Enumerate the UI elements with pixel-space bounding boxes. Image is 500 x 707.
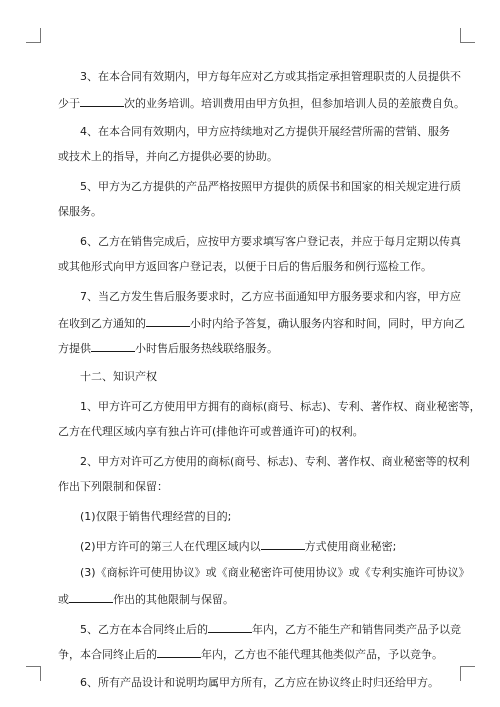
- clause-3-line-2: [58, 95, 465, 111]
- restriction-item-3-text-b: 或: [58, 593, 69, 606]
- clause-5-line-2: 保服务。: [58, 205, 102, 218]
- ip-clause-1-line-2: 乙方在代理区域内享有独占许可(排他许可或普通许可)的权利。: [58, 425, 364, 438]
- clause-5-line-1: 5、甲方为乙方提供的产品严格按照甲方提供的质保书和国家的相关规定进行质: [80, 180, 461, 193]
- crop-mark-top-left: [26, 28, 41, 43]
- clause-3-text-a: 少于: [58, 97, 80, 110]
- restriction-item-2-text-a: (2)甲方许可的第三人在代理区域内以: [80, 540, 261, 553]
- crop-mark-bottom-right: [460, 666, 475, 681]
- ip-clause-5-line-1: [80, 621, 461, 637]
- crop-mark-bottom-left: [26, 666, 41, 681]
- noncompete-years-blank-1[interactable]: [208, 621, 252, 633]
- hotline-hours-blank[interactable]: [91, 340, 135, 352]
- clause-7-text-c: 方提供: [58, 342, 91, 355]
- usage-method-blank[interactable]: [261, 538, 305, 550]
- ip-clause-1-line-1: 1、甲方许可乙方使用甲方拥有的商标(商号、标志)、专利、著作权、商业秘密等，: [80, 400, 481, 413]
- restriction-item-3: (3)《商标许可使用协议》或《商业秘密许可使用协议》或《专利实施许可协议》: [80, 566, 470, 579]
- restriction-item-1: (1)仅限于销售代理经营的目的;: [80, 510, 232, 523]
- clause-4-line-2: 或技术上的指导，并向乙方提供必要的协助。: [58, 150, 278, 163]
- ip-clause-5-text-a: 5、乙方在本合同终止后的: [80, 623, 208, 636]
- clause-7-line-2: [58, 315, 465, 331]
- clause-6-line-1: 6、乙方在销售完成后，应按甲方要求填写客户登记表，并应于每月定期以传真: [80, 235, 461, 248]
- ip-clause-6: 6、所有产品设计和说明均属甲方所有，乙方应在协议终止时归还给甲方。: [80, 676, 439, 689]
- ip-clause-5-text-c: 争，本合同终止后的: [58, 648, 157, 661]
- clause-3-line-1: 3、在本合同有效期内，甲方每年应对乙方或其指定承担管理职责的人员提供不: [80, 70, 461, 83]
- ip-clause-5-text-d: 年内，乙方也不能代理其他类似产品，予以竞争。: [201, 648, 443, 661]
- ip-clause-2-line-1: 2、甲方对许可乙方使用的商标(商号、标志)、专利、著作权、商业秘密等的权利: [80, 455, 470, 468]
- response-hours-blank[interactable]: [146, 315, 190, 327]
- other-agreement-blank[interactable]: [69, 591, 113, 603]
- clause-3-text-b: 次的业务培训。培训费用由甲方负担，但参加培训人员的差旅费自负。: [124, 97, 465, 110]
- clause-7-line-1: 7、当乙方发生售后服务要求时，乙方应书面通知甲方服务要求和内容，甲方应: [80, 290, 461, 303]
- noncompete-years-blank-2[interactable]: [157, 646, 201, 658]
- clause-7-text-a: 在收到乙方通知的: [58, 317, 146, 330]
- clause-7-text-b: 小时内给予答复，确认服务内容和时间，同时，甲方向乙: [190, 317, 465, 330]
- ip-clause-5-text-b: 年内，乙方不能生产和销售同类产品予以竞: [252, 623, 461, 636]
- restriction-item-2: [80, 538, 450, 554]
- ip-clause-5-line-2: [58, 646, 450, 662]
- restriction-item-3-text-c: 作出的其他限制与保留。: [113, 593, 234, 606]
- restriction-item-2-text-b: 方式使用商业秘密;: [304, 540, 397, 553]
- ip-clause-2-line-2: 作出下列限制和保留：: [58, 480, 168, 493]
- clause-6-line-2: 或其他形式向甲方返回客户登记表，以便于日后的售后服务和例行巡检工作。: [58, 260, 432, 273]
- crop-mark-top-right: [460, 28, 475, 43]
- clause-7-line-3: [58, 340, 450, 356]
- restriction-item-3-line-2: [58, 591, 450, 607]
- section-12-heading: 十二、知识产权: [80, 370, 157, 383]
- training-count-blank[interactable]: [80, 95, 124, 107]
- clause-4-line-1: 4、在本合同有效期内，甲方应持续地对乙方提供开展经营所需的营销、服务: [80, 125, 450, 138]
- clause-7-text-d: 小时售后服务热线联络服务。: [135, 342, 278, 355]
